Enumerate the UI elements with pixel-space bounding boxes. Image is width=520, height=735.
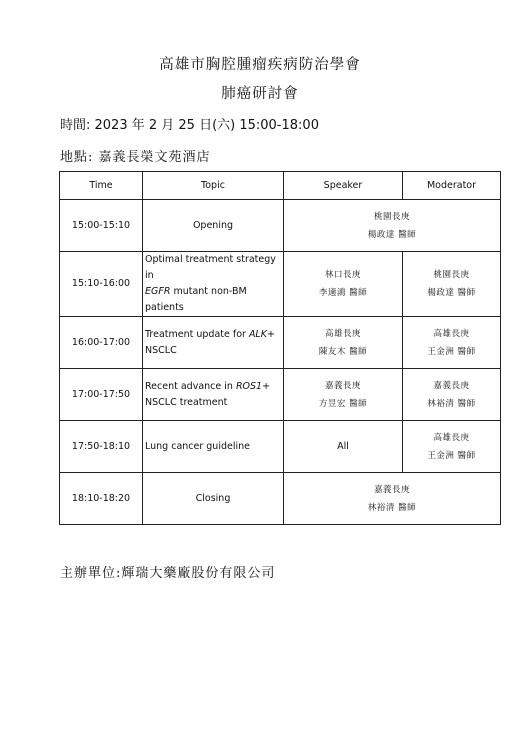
session-speaker	[284, 317, 403, 369]
session-topic: Lung cancer guideline	[143, 421, 284, 473]
topic-line-2	[145, 284, 283, 316]
topic-line-2: NSCLC treatment	[145, 396, 228, 408]
topic-line-2-rest: mutant non-BM patients	[145, 286, 247, 313]
host-doctor: 林裕清 醫師	[367, 502, 417, 513]
host-hospital: 嘉義長庚	[373, 484, 410, 495]
event-venue: 地點: 嘉義長榮文苑酒店	[60, 150, 211, 165]
session-speaker	[284, 252, 403, 317]
topic-line-1	[145, 327, 283, 343]
moderator-doctor: 楊政達 醫師	[427, 288, 476, 298]
session-time: 16:00-17:00	[60, 317, 143, 369]
topic-line-1-plain: Treatment update for	[145, 328, 249, 340]
table-header-row	[60, 172, 501, 200]
session-topic: Closing	[143, 473, 284, 525]
header-moderator: Moderator	[403, 172, 501, 200]
moderator-hospital: 嘉義長庚	[433, 380, 470, 391]
speaker-doctor: 陳友木 醫師	[318, 346, 368, 357]
topic-line-2: NSCLC	[145, 344, 177, 356]
table-row	[60, 421, 501, 473]
session-host-merged	[284, 473, 501, 525]
topic-gene-emphasis: EGFR	[145, 286, 171, 297]
topic-line-1: Optimal treatment strategy in	[145, 254, 276, 281]
session-speaker: All	[284, 421, 403, 473]
organizer-line: 主辦單位:輝瑞大藥廠股份有限公司	[60, 566, 276, 581]
session-moderator	[403, 252, 501, 317]
table-row	[60, 317, 501, 369]
moderator-hospital: 桃園長庚	[433, 270, 470, 280]
session-moderator	[403, 369, 501, 421]
moderator-doctor: 王金洲 醫師	[427, 450, 476, 461]
event-time: 時間: 2023 年 2 月 25 日(六) 15:00-18:00	[60, 118, 319, 133]
event-title: 肺癌研討會	[221, 86, 299, 102]
agenda-table	[59, 171, 501, 525]
header-time: Time	[60, 172, 143, 200]
speaker-hospital: 嘉義長庚	[324, 380, 361, 391]
header-topic: Topic	[143, 172, 284, 200]
session-moderator	[403, 317, 501, 369]
topic-line-1	[145, 379, 283, 395]
session-topic	[143, 252, 284, 317]
session-host-merged	[284, 200, 501, 252]
speaker-doctor: 李適鴻 醫師	[318, 288, 368, 298]
session-moderator	[403, 421, 501, 473]
table-row	[60, 252, 501, 317]
table-row	[60, 473, 501, 525]
session-speaker	[284, 369, 403, 421]
topic-line-1-plain: Recent advance in	[145, 380, 236, 392]
topic-gene-emphasis: ALK+	[248, 328, 275, 340]
speaker-hospital: 林口長庚	[324, 270, 361, 280]
session-topic	[143, 317, 284, 369]
moderator-hospital: 高雄長庚	[433, 432, 470, 443]
session-topic: Opening	[143, 200, 284, 252]
organization-title: 高雄市胸腔腫瘤疾病防治學會	[159, 57, 361, 73]
session-time: 15:10-16:00	[60, 252, 143, 317]
moderator-doctor: 林裕清 醫師	[427, 398, 476, 409]
speaker-hospital: 高雄長庚	[324, 328, 361, 339]
session-topic	[143, 369, 284, 421]
header-speaker: Speaker	[284, 172, 403, 200]
moderator-hospital: 高雄長庚	[433, 328, 470, 339]
host-hospital: 桃園長庚	[373, 211, 410, 222]
session-time: 18:10-18:20	[60, 473, 143, 525]
table-row	[60, 200, 501, 252]
session-time: 17:50-18:10	[60, 421, 143, 473]
moderator-doctor: 王金洲 醫師	[427, 346, 476, 357]
topic-gene-emphasis: ROS1+	[235, 380, 271, 392]
session-time: 15:00-15:10	[60, 200, 143, 252]
table-row	[60, 369, 501, 421]
host-doctor: 楊政達 醫師	[367, 229, 417, 240]
session-time: 17:00-17:50	[60, 369, 143, 421]
speaker-doctor: 方昱宏 醫師	[318, 398, 368, 409]
